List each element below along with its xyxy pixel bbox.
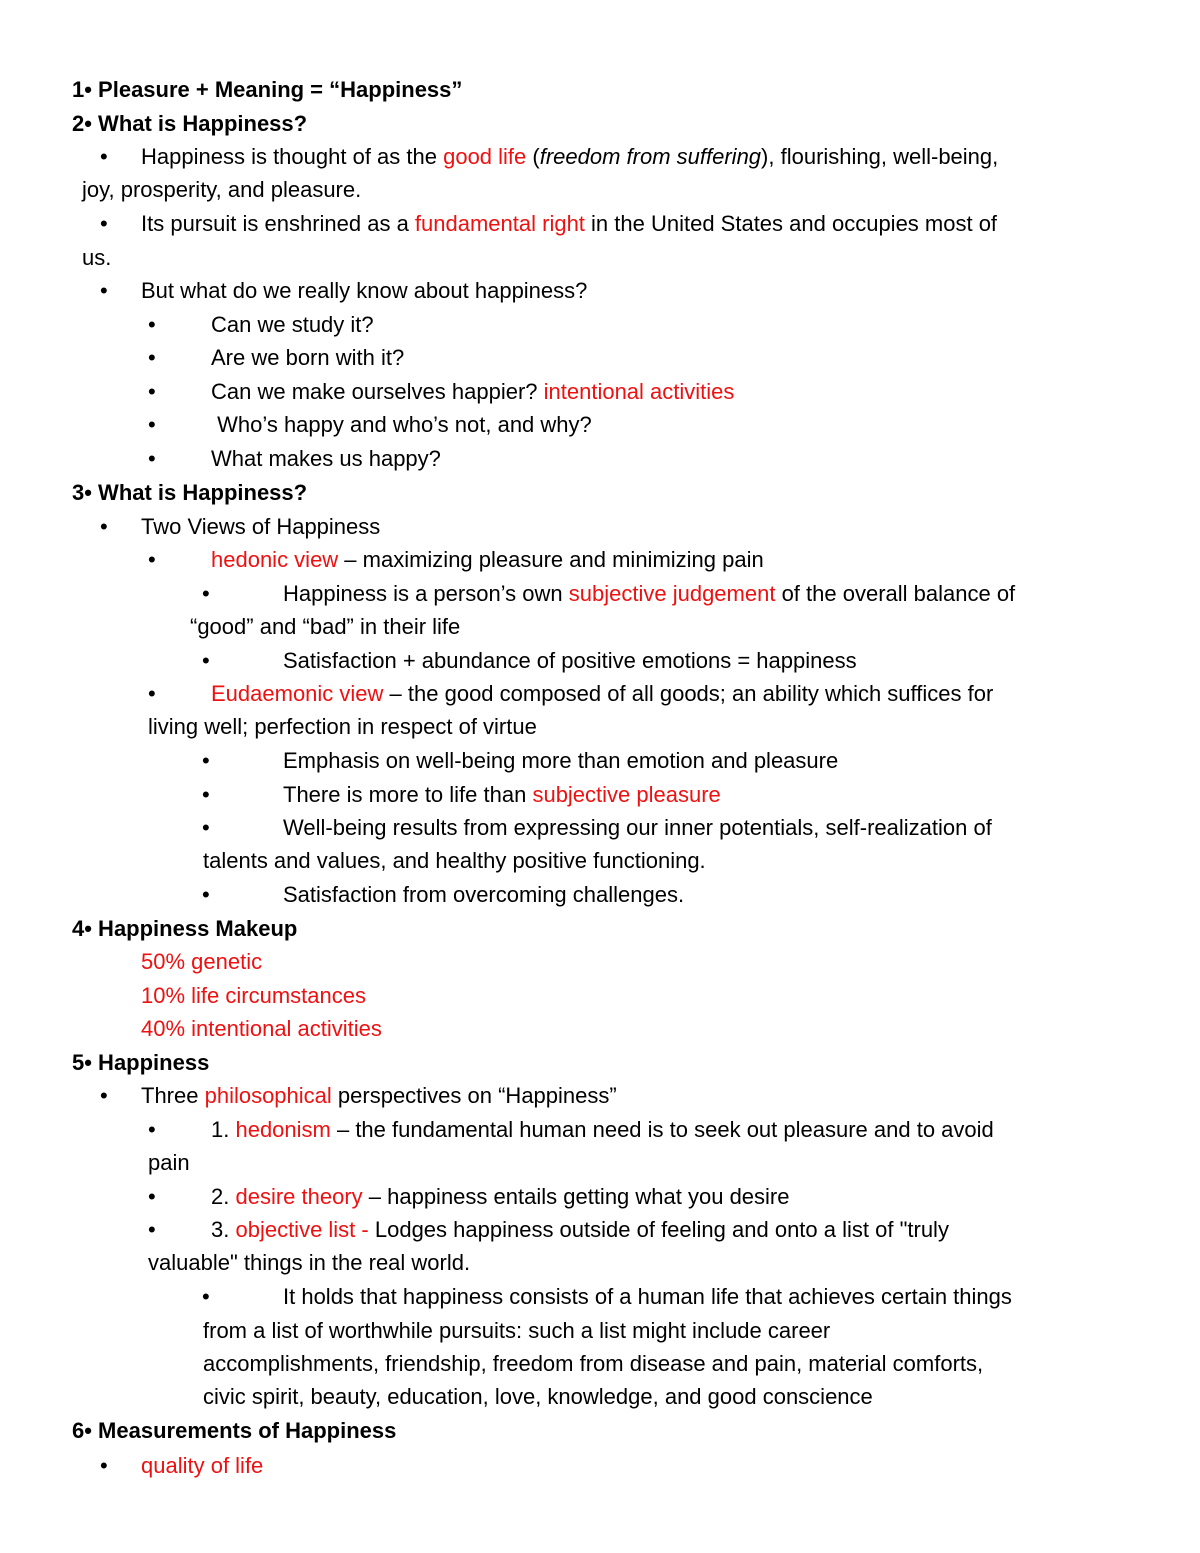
bullet: •	[148, 312, 156, 337]
bullet: •	[148, 681, 156, 706]
bullet: •	[202, 882, 210, 907]
bullet: •	[100, 211, 108, 236]
heading-1: 1• Pleasure + Meaning = “Happiness”	[72, 77, 463, 102]
bullet: •	[202, 648, 210, 673]
bullet: •	[148, 446, 156, 471]
list-item-continuation: valuable" things in the real world.	[148, 1250, 471, 1275]
bullet: •	[100, 144, 108, 169]
bullet: •	[148, 1217, 156, 1242]
heading-5: 5• Happiness	[72, 1050, 210, 1075]
bullet: •	[148, 1184, 156, 1209]
bullet: •	[202, 581, 210, 606]
heading-4: 4• Happiness Makeup	[72, 916, 298, 941]
bullet: •	[100, 1083, 108, 1108]
sub-list-item: Eudaemonic view – the good composed of all goods; an ability which suffices for	[211, 681, 994, 706]
list-item: But what do we really know about happiness?	[141, 278, 588, 303]
list-item-continuation: talents and values, and healthy positive functioning.	[203, 848, 706, 873]
list-item: Its pursuit is enshrined as a fundamental right in the United States and occupies most of	[141, 211, 998, 236]
heading-2: 2• What is Happiness?	[72, 111, 308, 136]
list-item: Two Views of Happiness	[141, 514, 381, 539]
makeup-line: 10% life circumstances	[141, 983, 366, 1008]
list-item-continuation: us.	[82, 245, 112, 270]
bullet: •	[148, 547, 156, 572]
bullet: •	[202, 748, 210, 773]
list-item: Happiness is thought of as the good life (freedom from suffering), flourishing, well-being,	[141, 144, 999, 169]
list-item-continuation: from a list of worthwhile pursuits: such a list might include career	[203, 1318, 831, 1343]
heading-6: 6• Measurements of Happiness	[72, 1418, 397, 1443]
sub-list-item: What makes us happy?	[211, 446, 441, 471]
sub-sub-list-item: Satisfaction from overcoming challenges.	[283, 882, 685, 907]
sub-sub-list-item: There is more to life than subjective pleasure	[283, 782, 721, 807]
bullet: •	[148, 345, 156, 370]
bullet: •	[202, 1284, 210, 1309]
sub-sub-list-item: Satisfaction + abundance of positive emotions = happiness	[283, 648, 857, 673]
bullet: •	[100, 514, 108, 539]
heading-3: 3• What is Happiness?	[72, 480, 308, 505]
bullet: •	[100, 278, 108, 303]
list-item-continuation: living well; perfection in respect of virtue	[148, 714, 537, 739]
list-item-continuation: joy, prosperity, and pleasure.	[82, 177, 362, 202]
bullet: •	[148, 1117, 156, 1142]
sub-list-item: Can we make ourselves happier? intentional activities	[211, 379, 735, 404]
makeup-line: 40% intentional activities	[141, 1016, 382, 1041]
sub-list-item: 1. hedonism – the fundamental human need is to seek out pleasure and to avoid	[211, 1117, 994, 1142]
bullet: •	[148, 412, 156, 437]
list-item-continuation: “good” and “bad” in their life	[190, 614, 461, 639]
sub-sub-list-item: Emphasis on well-being more than emotion and pleasure	[283, 748, 839, 773]
sub-list-item: Are we born with it?	[211, 345, 405, 370]
bullet: •	[202, 815, 210, 840]
sub-list-item: 3. objective list - Lodges happiness outside of feeling and onto a list of "truly	[211, 1217, 949, 1242]
list-item-continuation: pain	[148, 1150, 190, 1175]
list-item: quality of life	[141, 1453, 264, 1478]
sub-list-item: Who’s happy and who’s not, and why?	[211, 412, 592, 437]
list-item-continuation: accomplishments, friendship, freedom from disease and pain, material comforts,	[203, 1351, 984, 1376]
sub-sub-list-item: Happiness is a person’s own subjective judgement of the overall balance of	[283, 581, 1016, 606]
list-item-continuation: civic spirit, beauty, education, love, knowledge, and good conscience	[203, 1384, 873, 1409]
sub-sub-list-item: It holds that happiness consists of a human life that achieves certain things	[283, 1284, 1012, 1309]
sub-list-item: Can we study it?	[211, 312, 374, 337]
sub-list-item: hedonic view – maximizing pleasure and minimizing pain	[211, 547, 764, 572]
list-item: Three philosophical perspectives on “Happiness”	[141, 1083, 617, 1108]
sub-list-item: 2. desire theory – happiness entails getting what you desire	[211, 1184, 790, 1209]
makeup-line: 50% genetic	[141, 949, 263, 974]
bullet: •	[202, 782, 210, 807]
sub-sub-list-item: Well-being results from expressing our inner potentials, self-realization of	[283, 815, 992, 840]
bullet: •	[148, 379, 156, 404]
bullet: •	[100, 1453, 108, 1478]
